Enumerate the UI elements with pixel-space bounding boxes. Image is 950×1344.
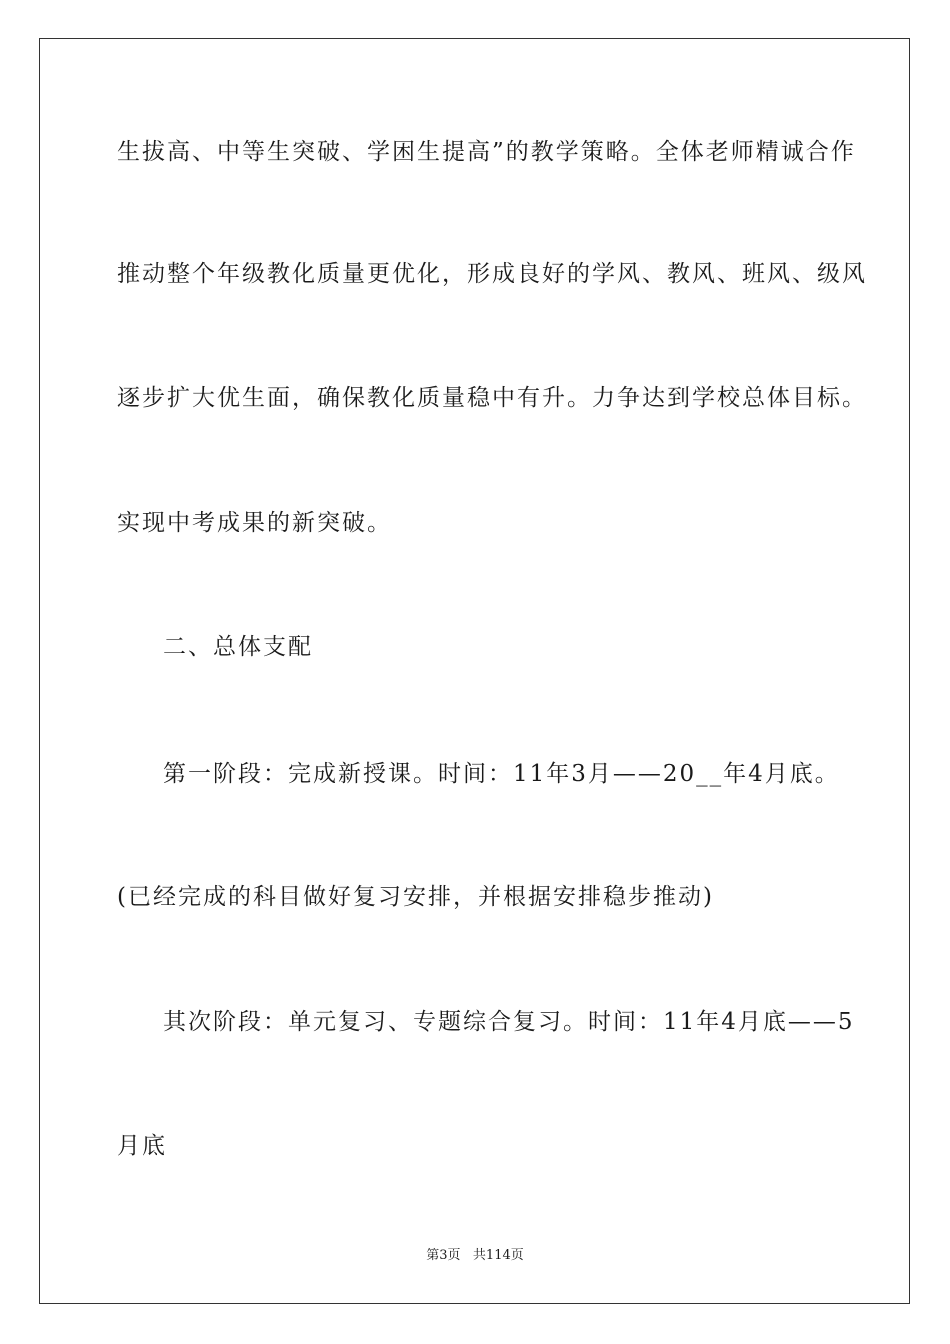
body-line-phase-1: 第一阶段：完成新授课。时间：11年3月——20__年4月底。 (163, 761, 840, 787)
body-line-continued: 月底 (117, 1133, 167, 1159)
page-border (39, 38, 910, 1304)
body-line-4: 实现中考成果的新突破。 (117, 510, 392, 536)
body-line-phase-2: 其次阶段：单元复习、专题综合复习。时间：11年4月底——5 (163, 1009, 855, 1035)
body-line-3: 逐步扩大优生面，确保教化质量稳中有升。力争达到学校总体目标。 (117, 385, 867, 411)
page-footer: 第3页 共114页 (426, 1248, 524, 1263)
section-heading: 二、总体支配 (163, 634, 313, 660)
body-line-2: 推动整个年级教化质量更优化，形成良好的学风、教风、班风、级风 (117, 261, 867, 287)
body-line-note: (已经完成的科目做好复习安排，并根据安排稳步推动) (117, 884, 714, 910)
body-line-1: 生拔高、中等生突破、学困生提高”的教学策略。全体老师精诚合作 (117, 139, 856, 165)
